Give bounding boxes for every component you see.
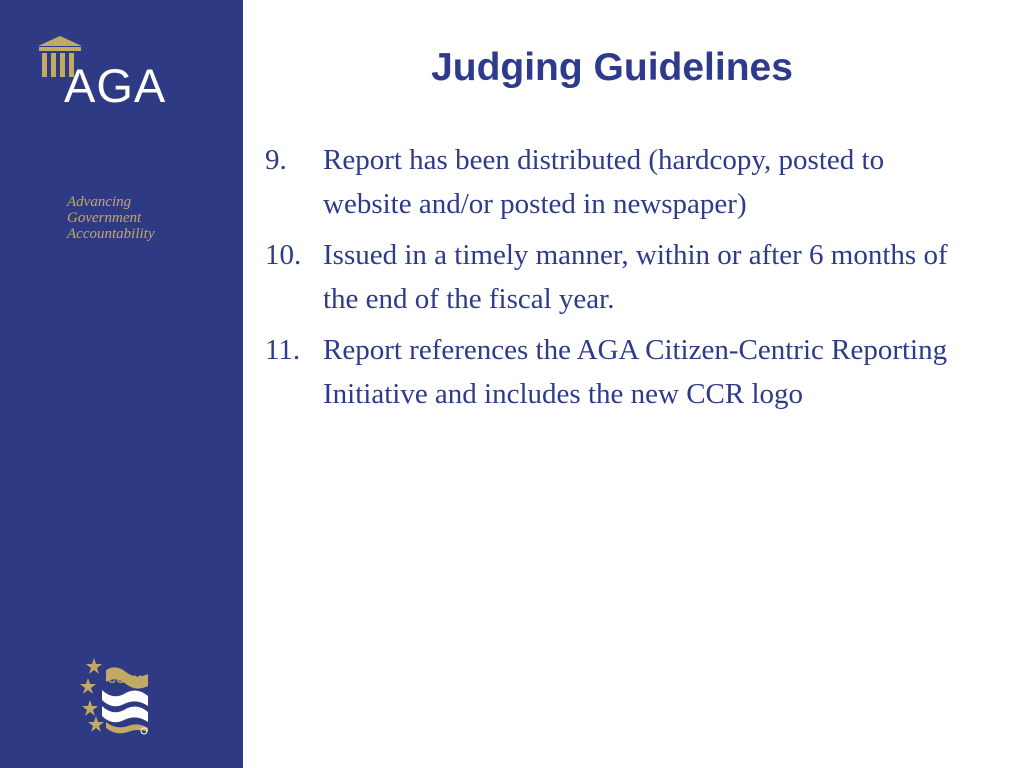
list-item-number: 10. (265, 239, 302, 271)
list-item-text: Issued in a timely manner, within or after 6 months of the end of the fiscal year. (323, 239, 948, 315)
list-item-text: Report has been distributed (hardcopy, posted to website and/or posted in newspaper) (323, 144, 885, 220)
list-item (265, 328, 955, 416)
slide-title: Judging Guidelines (431, 46, 793, 89)
cgfm-seal (78, 656, 158, 738)
aga-logo-text: AGA (64, 59, 167, 112)
list-item (265, 138, 955, 226)
tagline (67, 194, 154, 242)
sidebar (0, 0, 243, 768)
tagline-line: Accountability (67, 226, 155, 242)
flag-stars-icon (78, 656, 158, 738)
list-item-number: 9. (265, 144, 287, 176)
tagline-line: Government (67, 210, 142, 226)
list-item-text: Report references the AGA Citizen-Centric Reporting Initiative and includes the new CCR logo (323, 334, 948, 410)
list-item-number: 11. (265, 334, 301, 366)
list-item (265, 233, 955, 321)
aga-logo (36, 34, 196, 114)
cgfm-seal-text: CGFM (108, 674, 143, 686)
guidelines-list (265, 138, 955, 423)
tagline-line: Advancing (67, 194, 132, 210)
